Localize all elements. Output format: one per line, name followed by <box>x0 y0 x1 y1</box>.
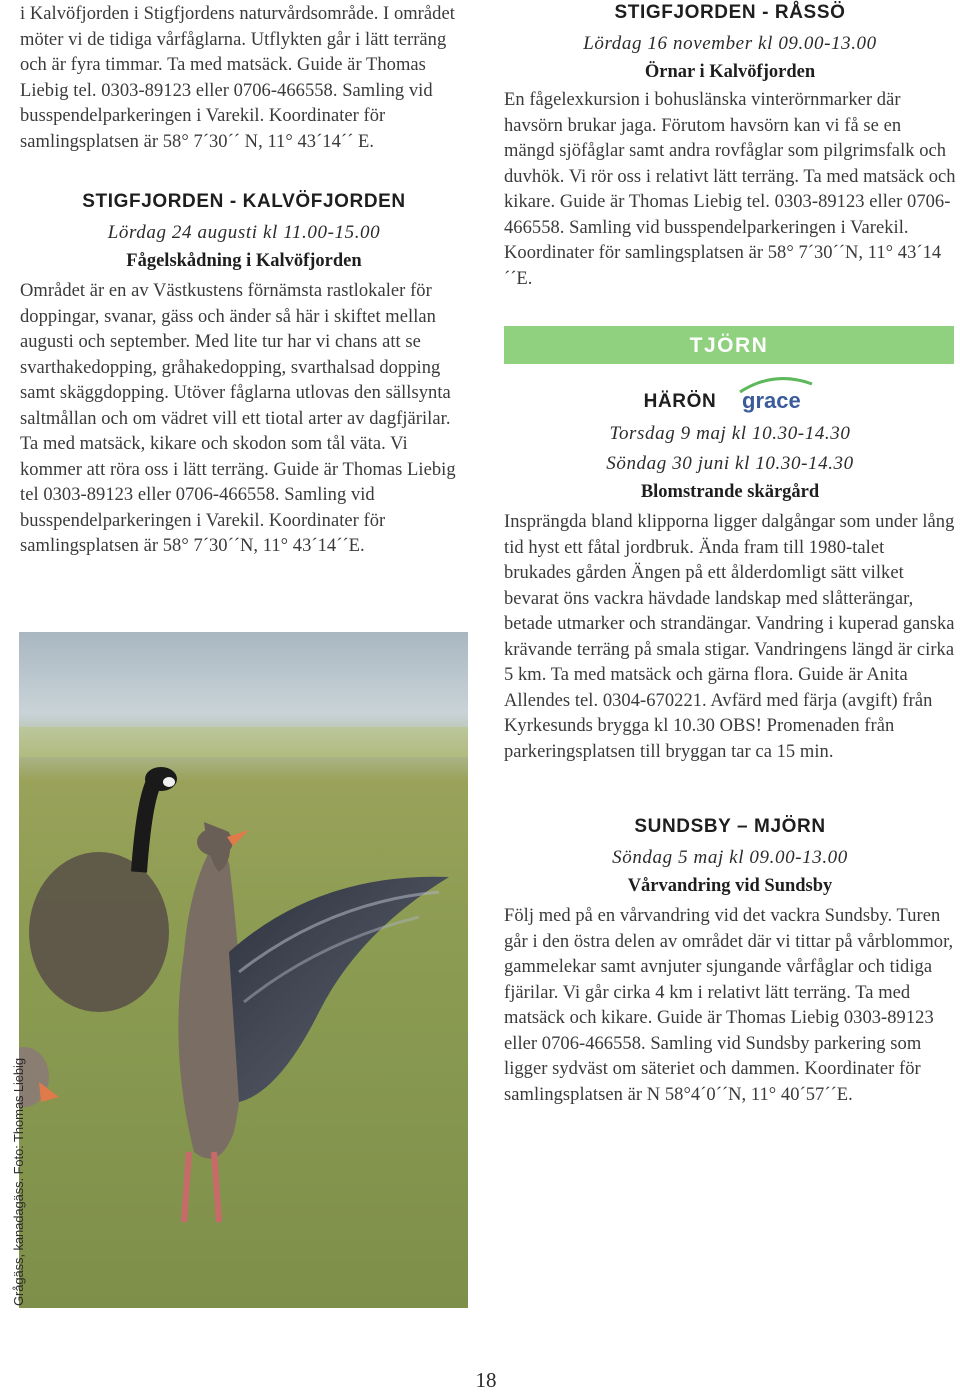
event-heading-sundsby: SUNDSBY – MJÖRN <box>634 816 826 837</box>
event-date: Lördag 24 augusti kl 11.00-15.00 <box>107 222 381 243</box>
left-column <box>20 2 468 560</box>
event-body: En fågelexkursion i bohuslänska vinterörnmarker där havsörn brukar jaga. Förutom havsörn kan vi få se en mängd sjöfåglar samt andra rovfåglar som pilgrimsfalk och duvhök. Vi rör oss i relativt lätt terräng. Ta med matsäck och kikare. Guide är Thomas Liebig tel. 0303-89123 eller 0706-466558. Samling vid busspendelparkeringen i Varekil. Koordinater för samlingsplatsen är 58° 7´30´´N, 11° 43´14´´E. <box>504 90 956 289</box>
event-date: Söndag 5 maj kl 09.00-13.00 <box>612 847 848 868</box>
event-body: Insprängda bland klipporna ligger dalgångar som under lång tid hyst ett fåtal jordbruk. Ända fram till 1980-talet brukades gården Ängen på ett ålderdomligt sätt vilket bevarat öns vackra hävdade landskap med slåtterängar, betade utmarker och strandängar. Vandring i kuperad ganska krävande terräng på smala stigar. Vandringens längd är cirka 5 km. Ta med matsäck och gärna flora. Guide är Anita Allendes tel. 0304-670221. Avfärd med färja (avgift) från Kyrkesunds brygga kl 10.30 OBS! Promenaden från parkeringsplatsen till bryggan tar ca 15 min. <box>504 512 955 762</box>
event-heading-kalvofjorden: STIGFJORDEN - KALVÖFJORDEN <box>82 191 406 212</box>
photo-caption: Grågäss, kanadagäss. Foto: Thomas Liebig <box>11 1058 26 1306</box>
geese-photo <box>19 632 468 1308</box>
page-number: 18 <box>475 1368 497 1392</box>
right-column <box>504 2 956 292</box>
event-date-2: Söndag 30 juni kl 10.30-14.30 <box>606 453 854 474</box>
event-sundsby <box>504 816 956 1108</box>
event-subtitle: Vårvandring vid Sundsby <box>627 876 833 896</box>
event-heading-haron: HÄRÖN <box>643 390 717 412</box>
grace-logo-text: grace <box>742 388 802 413</box>
event-subtitle: Fågelskådning i Kalvöfjorden <box>126 251 362 271</box>
event-body: Följ med på en vårvandring vid det vackra Sundsby. Turen går i den östra delen av området där vi tittar på vårblommor, gammelekar samt avnjuter sjungande vårfåglar och tidiga fjärilar. Vi går cirka 4 km i relativt lätt terräng. Ta med matsäck och kikare. Guide är Thomas Liebig 0303-89123 eller 0706-466558. Samling vid Sundsby parkering som ligger sydväst om säteriet och dammen. Koordinater för samlingsplatsen är N 58°4´0´´N, 11° 40´57´´E. <box>504 906 954 1105</box>
event-date-1: Torsdag 9 maj kl 10.30-14.30 <box>609 423 851 444</box>
event-body: Området är en av Västkustens förnämsta rastlokaler för doppingar, svanar, gäss och änder så här i skiftet mellan augusti och september. Med lite tur har vi chans att se svarthakedopping, gråhakedopping, svarthalsad dopping samt skäggdopping. Utöver fåglarna utlovas den sällsynta saltmållan och om vädret vill ett tiotal arter av dagfjärilar. Ta med matsäck, kikare och skodon som tål väta. Vi kommer att röra oss i lätt terräng. Guide är Thomas Liebig tel 0303-89123 eller 0706-466558. Samling vid busspendelparkeringen i Varekil. Koordinater för samlingsplatsen är 58° 7´30´´N, 11° 43´14´´E. <box>20 281 456 556</box>
event-heading-rasso: STIGFJORDEN - RÅSSÖ <box>614 2 846 23</box>
event-date: Lördag 16 november kl 09.00-13.00 <box>583 33 877 54</box>
event-haron <box>504 374 956 765</box>
grace-logo <box>734 374 816 421</box>
event-subtitle: Blomstrande skärgård <box>640 482 820 502</box>
intro-text: i Kalvöfjorden i Stigfjordens naturvårdsområde. I området möter vi de tidiga vårfåglarna. Utflykten går i lätt terräng och är fyra timmar. Ta med matsäck. Guide är Thomas Liebig tel. 0303-89123 eller 0706-466558. Samling vid busspendelparkeringen i Varekil. Koordinater för samlingsplatsen är 58° 7´30´´ N, 11° 43´14´´ E. <box>20 4 455 152</box>
event-subtitle: Örnar i Kalvöfjorden <box>644 62 816 82</box>
section-banner-tjorn: TJÖRN <box>504 326 954 364</box>
